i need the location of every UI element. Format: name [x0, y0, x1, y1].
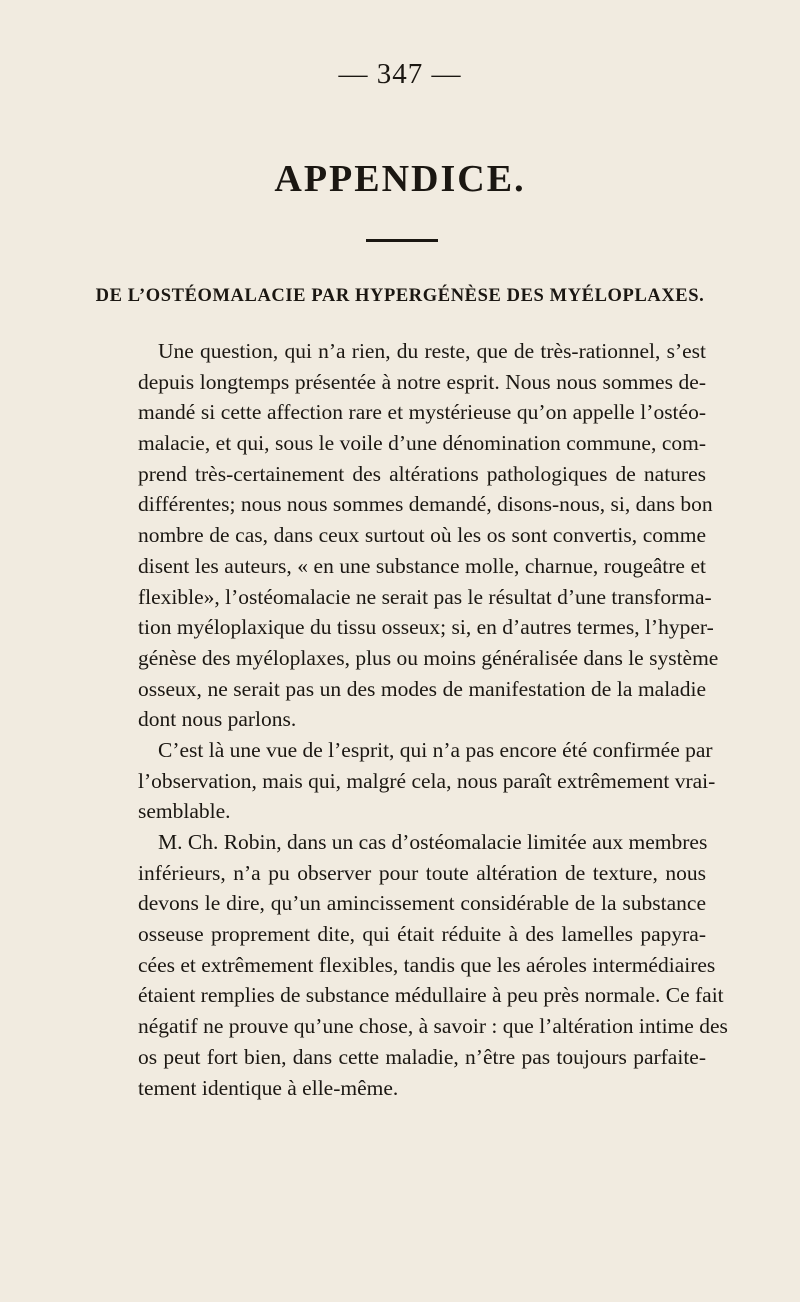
text-line: cées et extrêmement flexibles, tandis que les aéroles intermédiaires	[138, 952, 716, 977]
text-line: dont nous parlons.	[138, 707, 297, 732]
page-number: — 347 —	[338, 58, 462, 90]
text-line: depuis longtemps présentée à notre esprit. Nous nous sommes de-	[138, 369, 706, 394]
text-line: C’est là une vue de l’esprit, qui n’a pas encore été confirmée par	[158, 737, 713, 762]
text-line: semblable.	[138, 799, 231, 824]
text-line: mandé si cette affection rare et mystérieuse qu’on appelle l’ostéo-	[138, 400, 706, 425]
text-line: tement identique à elle-même.	[138, 1075, 399, 1100]
body-text	[138, 336, 728, 1103]
text-line: osseuse proprement dite, qui était réduite à des lamelles papyra-	[138, 922, 706, 947]
text-line: flexible», l’ostéomalacie ne serait pas le résultat d’une transforma-	[138, 584, 712, 609]
text-line: disent les auteurs, « en une substance molle, charnue, rougeâtre et	[138, 553, 706, 578]
title-rule	[366, 239, 438, 242]
text-line: devons le dire, qu’un amincissement considérable de la substance	[138, 891, 706, 916]
text-line: étaient remplies de substance médullaire à peu près normale. Ce fait	[138, 983, 724, 1008]
text-line: os peut fort bien, dans cette maladie, n’être pas toujours parfaite-	[138, 1044, 706, 1069]
text-line: osseux, ne serait pas un des modes de manifestation de la maladie	[138, 676, 706, 701]
page-title: APPENDICE.	[274, 158, 526, 200]
text-line: nombre de cas, dans ceux surtout où les os sont convertis, comme	[138, 523, 706, 548]
text-line: prend très-certainement des altérations pathologiques de natures	[138, 461, 706, 486]
text-line: l’observation, mais qui, malgré cela, nous paraît extrêmement vrai-	[138, 768, 716, 793]
text-line: inférieurs, n’a pu observer pour toute altération de texture, nous	[138, 860, 706, 885]
text-line: Une question, qui n’a rien, du reste, que de très-rationnel, s’est	[158, 339, 706, 363]
text-line: génèse des myéloplaxes, plus ou moins généralisée dans le système	[138, 645, 719, 670]
section-subtitle: DE L’OSTÉOMALACIE PAR HYPERGÉNÈSE DES MYÉLOPLAXES.	[95, 286, 705, 306]
text-line: M. Ch. Robin, dans un cas d’ostéomalacie limitée aux membres	[158, 830, 708, 854]
text-line: différentes; nous nous sommes demandé, disons-nous, si, dans bon	[138, 492, 713, 517]
text-line: malacie, et qui, sous le voile d’une dénomination commune, com-	[138, 431, 706, 456]
text-line: tion myéloplaxique du tissu osseux; si, en d’autres termes, l’hyper-	[138, 615, 714, 640]
text-line: négatif ne prouve qu’une chose, à savoir : que l’altération intime des	[138, 1014, 728, 1039]
